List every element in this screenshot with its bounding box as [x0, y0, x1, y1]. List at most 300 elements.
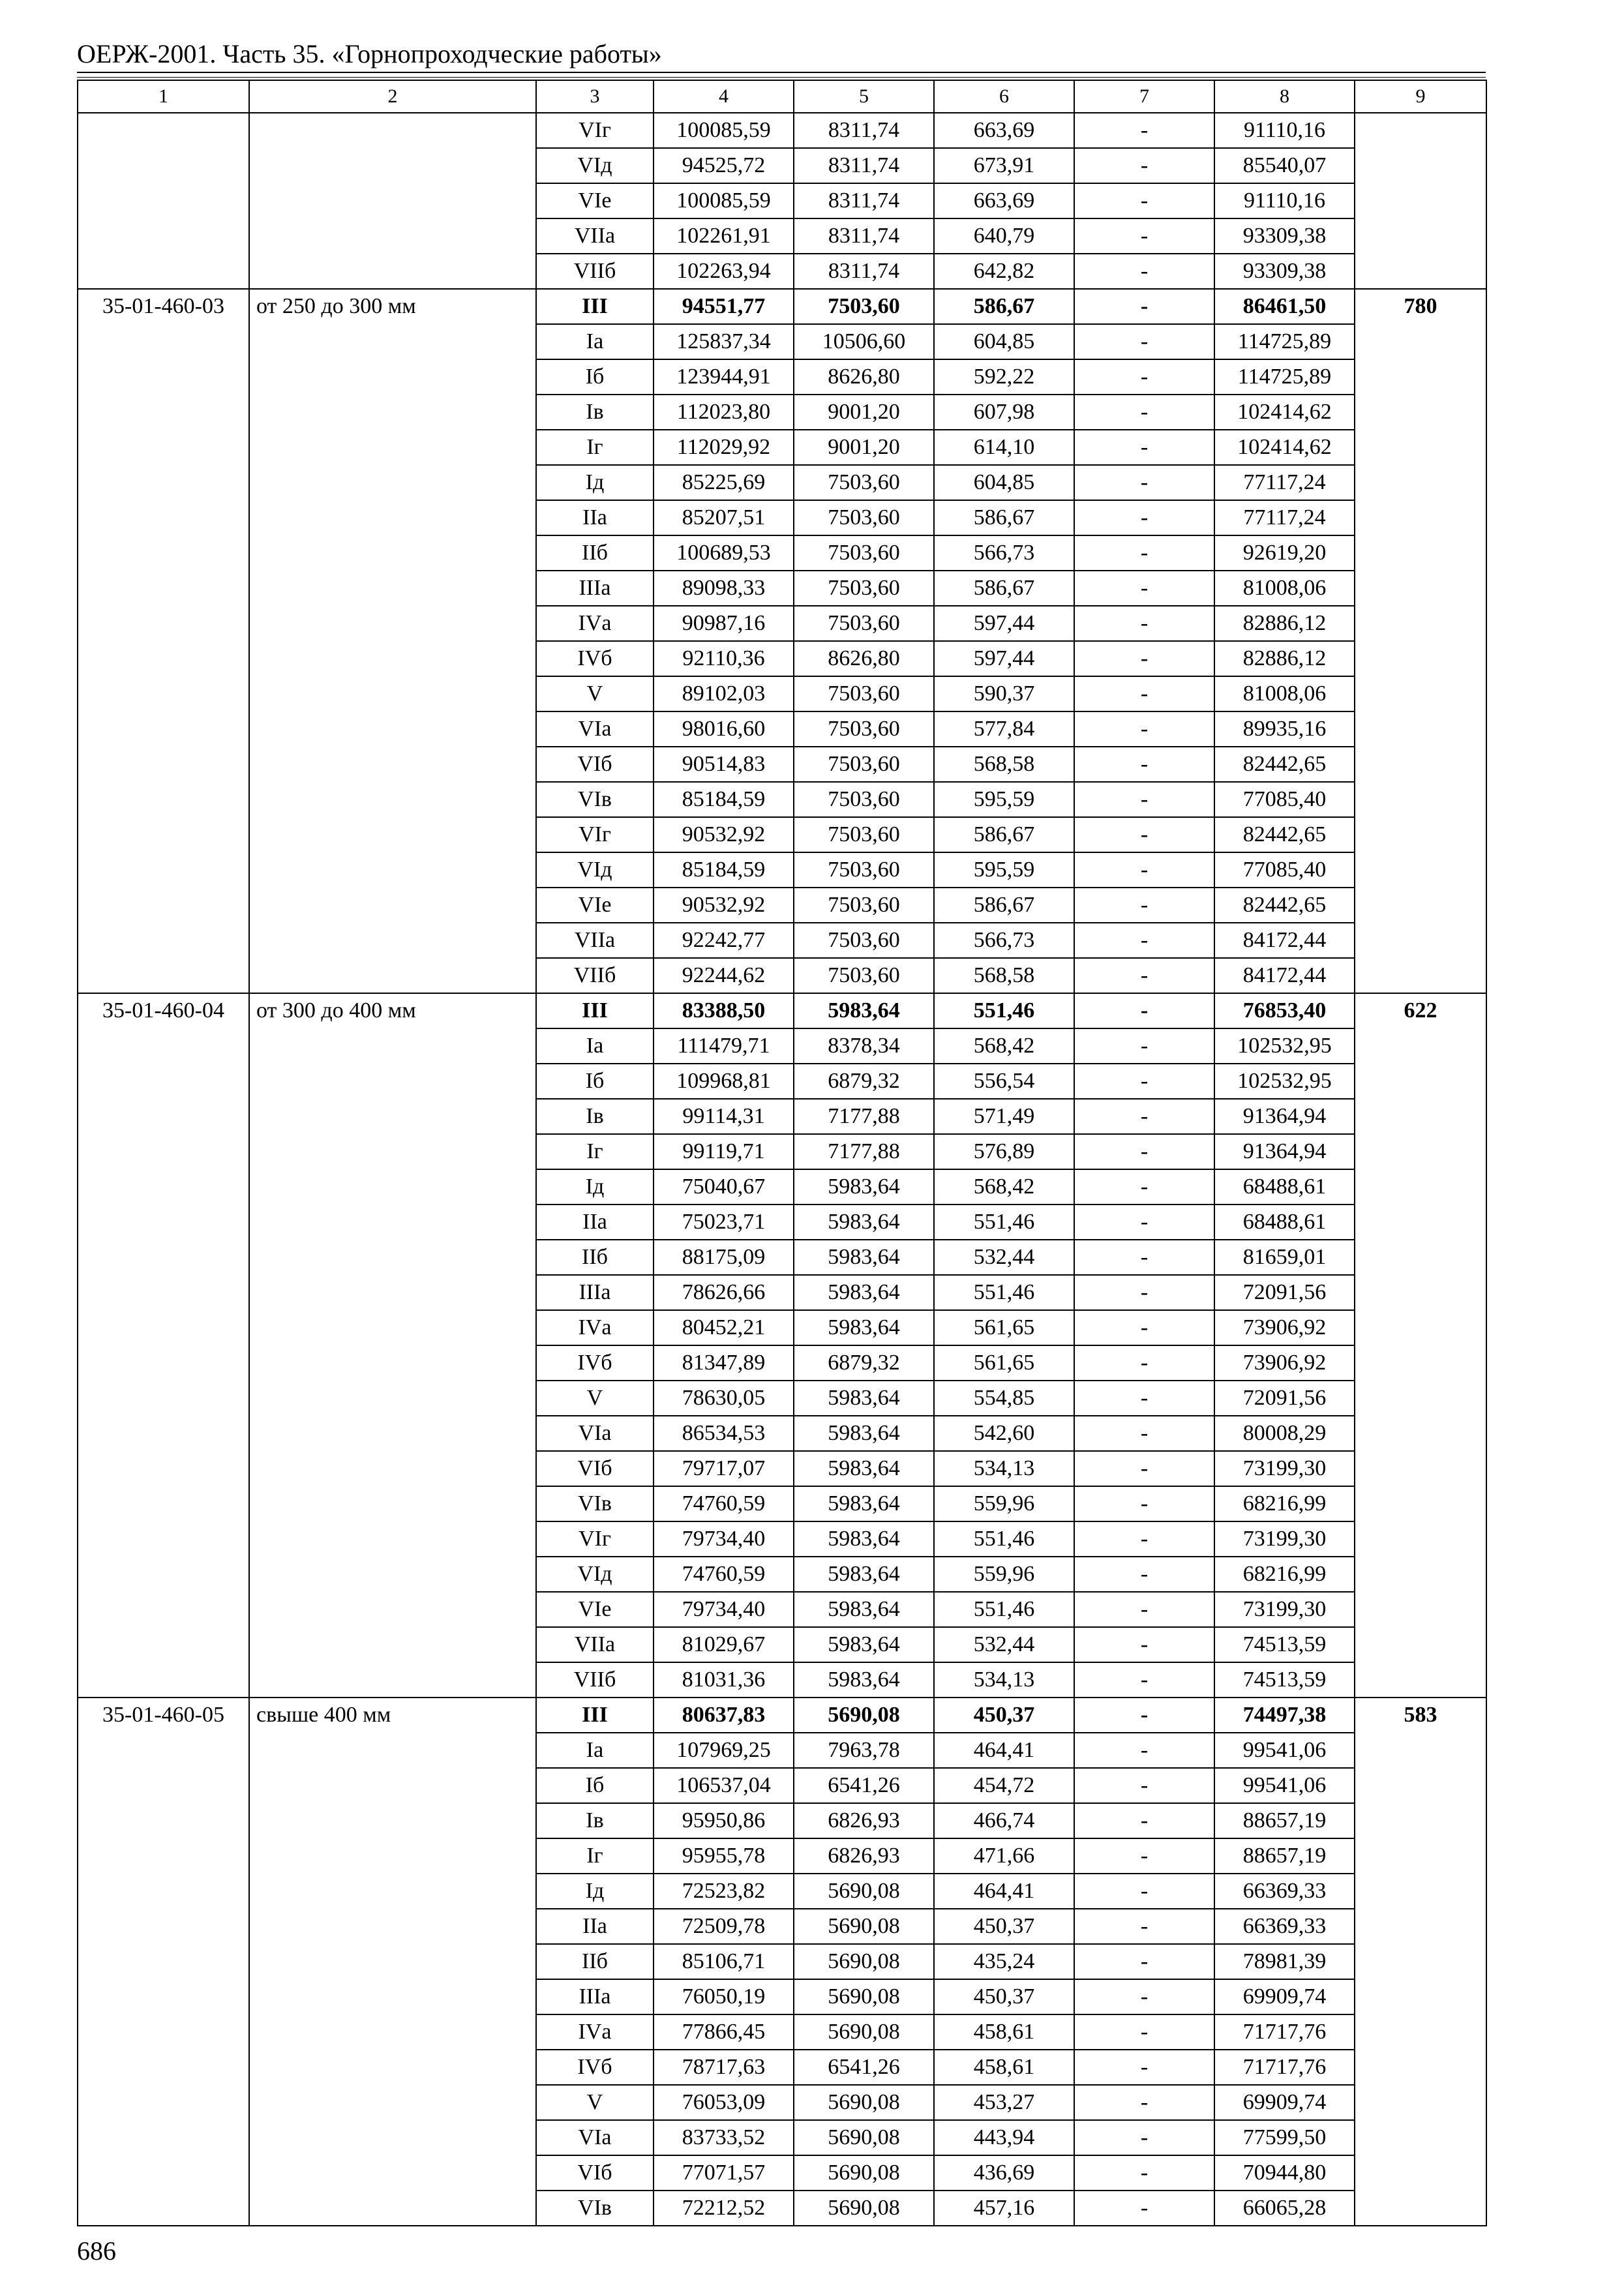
- value-cell: 89098,33: [654, 571, 794, 606]
- value-cell: 586,67: [934, 888, 1074, 923]
- value-cell: 79734,40: [654, 1592, 794, 1627]
- value-cell: 81659,01: [1214, 1240, 1355, 1275]
- value-cell: 102532,95: [1214, 1064, 1355, 1099]
- value-cell: 453,27: [934, 2085, 1074, 2120]
- value-cell: 5983,64: [794, 1557, 934, 1592]
- value-cell: -: [1074, 1768, 1214, 1803]
- region-cell: Iа: [536, 1733, 654, 1768]
- value-cell: 450,37: [934, 1979, 1074, 2014]
- column-header: 7: [1074, 80, 1214, 113]
- region-cell: VIIб: [536, 958, 654, 993]
- value-cell: 102532,95: [1214, 1028, 1355, 1064]
- value-cell: -: [1074, 254, 1214, 289]
- region-cell: Iа: [536, 324, 654, 359]
- value-cell: -: [1074, 923, 1214, 958]
- value-cell: 568,58: [934, 958, 1074, 993]
- value-cell: -: [1074, 289, 1214, 324]
- value-cell: -: [1074, 852, 1214, 888]
- value-cell: -: [1074, 606, 1214, 641]
- value-cell: 88175,09: [654, 1240, 794, 1275]
- value-cell: -: [1074, 1416, 1214, 1451]
- value-cell: 70944,80: [1214, 2155, 1355, 2191]
- value-cell: 73906,92: [1214, 1310, 1355, 1345]
- region-cell: Iг: [536, 1134, 654, 1169]
- value-cell: 89102,03: [654, 676, 794, 711]
- value-cell: 90514,83: [654, 747, 794, 782]
- value-cell: 83733,52: [654, 2120, 794, 2155]
- rate-code-cell: 35-01-460-03: [78, 289, 249, 993]
- region-cell: IIIа: [536, 1979, 654, 2014]
- value-cell: 551,46: [934, 1592, 1074, 1627]
- value-cell: 107969,25: [654, 1733, 794, 1768]
- value-cell: -: [1074, 1204, 1214, 1240]
- region-cell: III: [536, 993, 654, 1028]
- value-cell: -: [1074, 571, 1214, 606]
- value-cell: -: [1074, 1627, 1214, 1662]
- value-cell: 86461,50: [1214, 289, 1355, 324]
- value-cell: 78981,39: [1214, 1944, 1355, 1979]
- value-cell: 551,46: [934, 1204, 1074, 1240]
- region-cell: IVа: [536, 606, 654, 641]
- value-cell: 99119,71: [654, 1134, 794, 1169]
- region-cell: IIб: [536, 1944, 654, 1979]
- value-cell: -: [1074, 324, 1214, 359]
- value-cell: 464,41: [934, 1874, 1074, 1909]
- value-cell: 568,42: [934, 1169, 1074, 1204]
- value-cell: 8626,80: [794, 359, 934, 395]
- region-cell: IIа: [536, 1204, 654, 1240]
- region-cell: Iб: [536, 1064, 654, 1099]
- value-cell: 10506,60: [794, 324, 934, 359]
- value-cell: 5690,08: [794, 2085, 934, 2120]
- column-9-cell: 622: [1355, 993, 1486, 1698]
- value-cell: -: [1074, 1838, 1214, 1874]
- value-cell: 5983,64: [794, 1240, 934, 1275]
- value-cell: 81347,89: [654, 1345, 794, 1381]
- region-cell: V: [536, 1381, 654, 1416]
- region-cell: IIIа: [536, 571, 654, 606]
- region-cell: VIг: [536, 817, 654, 852]
- region-cell: VIIб: [536, 1662, 654, 1698]
- value-cell: 597,44: [934, 606, 1074, 641]
- value-cell: 114725,89: [1214, 324, 1355, 359]
- value-cell: 5983,64: [794, 1451, 934, 1486]
- value-cell: 466,74: [934, 1803, 1074, 1838]
- value-cell: 88657,19: [1214, 1838, 1355, 1874]
- value-cell: 76853,40: [1214, 993, 1355, 1028]
- value-cell: 443,94: [934, 2120, 1074, 2155]
- value-cell: 642,82: [934, 254, 1074, 289]
- value-cell: 5983,64: [794, 1275, 934, 1310]
- value-cell: 77085,40: [1214, 782, 1355, 817]
- value-cell: 72091,56: [1214, 1381, 1355, 1416]
- value-cell: 84172,44: [1214, 923, 1355, 958]
- value-cell: 125837,34: [654, 324, 794, 359]
- value-cell: 586,67: [934, 817, 1074, 852]
- value-cell: 457,16: [934, 2191, 1074, 2226]
- value-cell: 7503,60: [794, 888, 934, 923]
- table-row: [78, 1698, 1486, 1733]
- value-cell: 561,65: [934, 1310, 1074, 1345]
- value-cell: -: [1074, 500, 1214, 535]
- value-cell: 9001,20: [794, 430, 934, 465]
- value-cell: -: [1074, 535, 1214, 571]
- value-cell: 68216,99: [1214, 1486, 1355, 1521]
- value-cell: -: [1074, 1240, 1214, 1275]
- value-cell: 80008,29: [1214, 1416, 1355, 1451]
- value-cell: -: [1074, 2014, 1214, 2050]
- value-cell: 7503,60: [794, 465, 934, 500]
- value-cell: 458,61: [934, 2050, 1074, 2085]
- value-cell: 78626,66: [654, 1275, 794, 1310]
- value-cell: 5690,08: [794, 1874, 934, 1909]
- value-cell: -: [1074, 1134, 1214, 1169]
- value-cell: 5983,64: [794, 1521, 934, 1557]
- region-cell: IVа: [536, 2014, 654, 2050]
- rate-description-cell: от 250 до 300 мм: [249, 289, 536, 993]
- value-cell: 5690,08: [794, 2155, 934, 2191]
- value-cell: 91364,94: [1214, 1134, 1355, 1169]
- value-cell: 71717,76: [1214, 2014, 1355, 2050]
- value-cell: 8311,74: [794, 218, 934, 254]
- value-cell: 7503,60: [794, 535, 934, 571]
- value-cell: 69909,74: [1214, 2085, 1355, 2120]
- value-cell: 5983,64: [794, 1592, 934, 1627]
- value-cell: 450,37: [934, 1698, 1074, 1733]
- value-cell: -: [1074, 1979, 1214, 2014]
- value-cell: 566,73: [934, 535, 1074, 571]
- value-cell: -: [1074, 1345, 1214, 1381]
- value-cell: 94551,77: [654, 289, 794, 324]
- value-cell: 81031,36: [654, 1662, 794, 1698]
- value-cell: -: [1074, 817, 1214, 852]
- value-cell: 76050,19: [654, 1979, 794, 2014]
- value-cell: 77117,24: [1214, 500, 1355, 535]
- value-cell: 72212,52: [654, 2191, 794, 2226]
- value-cell: 6541,26: [794, 2050, 934, 2085]
- region-cell: VIб: [536, 747, 654, 782]
- rate-description-cell: от 300 до 400 мм: [249, 993, 536, 1698]
- value-cell: 91110,16: [1214, 113, 1355, 148]
- value-cell: 673,91: [934, 148, 1074, 183]
- value-cell: 568,42: [934, 1028, 1074, 1064]
- value-cell: -: [1074, 1310, 1214, 1345]
- value-cell: -: [1074, 218, 1214, 254]
- value-cell: -: [1074, 395, 1214, 430]
- value-cell: 77866,45: [654, 2014, 794, 2050]
- value-cell: -: [1074, 1944, 1214, 1979]
- value-cell: 8311,74: [794, 254, 934, 289]
- value-cell: 5690,08: [794, 1944, 934, 1979]
- value-cell: 534,13: [934, 1451, 1074, 1486]
- column-number-row: [78, 80, 1486, 113]
- value-cell: -: [1074, 782, 1214, 817]
- value-cell: 85207,51: [654, 500, 794, 535]
- rates-table-body: [78, 80, 1486, 2226]
- value-cell: 8311,74: [794, 183, 934, 218]
- value-cell: 78717,63: [654, 2050, 794, 2085]
- value-cell: 471,66: [934, 1838, 1074, 1874]
- value-cell: 8311,74: [794, 148, 934, 183]
- column-header: 3: [536, 80, 654, 113]
- value-cell: 571,49: [934, 1099, 1074, 1134]
- value-cell: 95950,86: [654, 1803, 794, 1838]
- region-cell: V: [536, 2085, 654, 2120]
- region-cell: VIб: [536, 1451, 654, 1486]
- value-cell: 79717,07: [654, 1451, 794, 1486]
- region-cell: VIд: [536, 148, 654, 183]
- region-cell: VIг: [536, 1521, 654, 1557]
- region-cell: VIIб: [536, 254, 654, 289]
- value-cell: 551,46: [934, 993, 1074, 1028]
- value-cell: 82442,65: [1214, 747, 1355, 782]
- region-cell: Iб: [536, 1768, 654, 1803]
- value-cell: 7503,60: [794, 289, 934, 324]
- value-cell: -: [1074, 1557, 1214, 1592]
- value-cell: -: [1074, 183, 1214, 218]
- value-cell: 82886,12: [1214, 606, 1355, 641]
- value-cell: 435,24: [934, 1944, 1074, 1979]
- value-cell: 72509,78: [654, 1909, 794, 1944]
- value-cell: 99114,31: [654, 1099, 794, 1134]
- value-cell: 7503,60: [794, 606, 934, 641]
- region-cell: III: [536, 1698, 654, 1733]
- region-cell: IVб: [536, 2050, 654, 2085]
- value-cell: 5690,08: [794, 1979, 934, 2014]
- value-cell: 74760,59: [654, 1557, 794, 1592]
- region-cell: IIб: [536, 1240, 654, 1275]
- value-cell: 8311,74: [794, 113, 934, 148]
- value-cell: 7177,88: [794, 1134, 934, 1169]
- region-cell: IIIа: [536, 1275, 654, 1310]
- value-cell: 554,85: [934, 1381, 1074, 1416]
- value-cell: 5983,64: [794, 1169, 934, 1204]
- value-cell: 464,41: [934, 1733, 1074, 1768]
- value-cell: 75023,71: [654, 1204, 794, 1240]
- value-cell: 595,59: [934, 782, 1074, 817]
- value-cell: -: [1074, 1698, 1214, 1733]
- value-cell: 93309,38: [1214, 218, 1355, 254]
- value-cell: 450,37: [934, 1909, 1074, 1944]
- value-cell: -: [1074, 465, 1214, 500]
- region-cell: VIв: [536, 1486, 654, 1521]
- rate-code-cell: [78, 113, 249, 289]
- value-cell: -: [1074, 1451, 1214, 1486]
- value-cell: 663,69: [934, 183, 1074, 218]
- value-cell: 592,22: [934, 359, 1074, 395]
- region-cell: VIа: [536, 2120, 654, 2155]
- table-row: [78, 993, 1486, 1028]
- column-header: 6: [934, 80, 1074, 113]
- value-cell: -: [1074, 958, 1214, 993]
- value-cell: -: [1074, 1521, 1214, 1557]
- region-cell: VIа: [536, 711, 654, 747]
- value-cell: 85540,07: [1214, 148, 1355, 183]
- value-cell: 92244,62: [654, 958, 794, 993]
- value-cell: 6826,93: [794, 1803, 934, 1838]
- value-cell: 95955,78: [654, 1838, 794, 1874]
- value-cell: 79734,40: [654, 1521, 794, 1557]
- value-cell: 597,44: [934, 641, 1074, 676]
- page-header: ОЕРЖ-2001. Часть 35. «Горнопроходческие работы»: [77, 39, 662, 68]
- region-cell: IVб: [536, 1345, 654, 1381]
- value-cell: 5983,64: [794, 1627, 934, 1662]
- value-cell: 566,73: [934, 923, 1074, 958]
- region-cell: VIг: [536, 113, 654, 148]
- region-cell: VIв: [536, 782, 654, 817]
- value-cell: -: [1074, 1064, 1214, 1099]
- value-cell: 75040,67: [654, 1169, 794, 1204]
- region-cell: IVа: [536, 1310, 654, 1345]
- value-cell: 82442,65: [1214, 888, 1355, 923]
- region-cell: VIIа: [536, 923, 654, 958]
- value-cell: 68216,99: [1214, 1557, 1355, 1592]
- value-cell: 5690,08: [794, 1909, 934, 1944]
- value-cell: 92242,77: [654, 923, 794, 958]
- region-cell: IIа: [536, 500, 654, 535]
- value-cell: 80637,83: [654, 1698, 794, 1733]
- value-cell: 7963,78: [794, 1733, 934, 1768]
- value-cell: -: [1074, 1592, 1214, 1627]
- value-cell: 7503,60: [794, 782, 934, 817]
- value-cell: 89935,16: [1214, 711, 1355, 747]
- value-cell: 102414,62: [1214, 430, 1355, 465]
- value-cell: 84172,44: [1214, 958, 1355, 993]
- value-cell: 577,84: [934, 711, 1074, 747]
- value-cell: 85106,71: [654, 1944, 794, 1979]
- value-cell: 76053,09: [654, 2085, 794, 2120]
- region-cell: Iд: [536, 465, 654, 500]
- value-cell: -: [1074, 359, 1214, 395]
- value-cell: 5983,64: [794, 1662, 934, 1698]
- value-cell: 458,61: [934, 2014, 1074, 2050]
- region-cell: VIе: [536, 888, 654, 923]
- column-header: 2: [249, 80, 536, 113]
- value-cell: -: [1074, 2085, 1214, 2120]
- value-cell: 640,79: [934, 218, 1074, 254]
- value-cell: 5983,64: [794, 1204, 934, 1240]
- value-cell: -: [1074, 1486, 1214, 1521]
- value-cell: 7503,60: [794, 958, 934, 993]
- value-cell: 604,85: [934, 465, 1074, 500]
- value-cell: 73199,30: [1214, 1451, 1355, 1486]
- region-cell: VIб: [536, 2155, 654, 2191]
- value-cell: 100085,59: [654, 113, 794, 148]
- value-cell: 532,44: [934, 1240, 1074, 1275]
- region-cell: VIв: [536, 2191, 654, 2226]
- value-cell: 73199,30: [1214, 1521, 1355, 1557]
- value-cell: 85184,59: [654, 852, 794, 888]
- column-9-cell: 780: [1355, 289, 1486, 993]
- value-cell: 454,72: [934, 1768, 1074, 1803]
- value-cell: 92110,36: [654, 641, 794, 676]
- column-header: 5: [794, 80, 934, 113]
- value-cell: 604,85: [934, 324, 1074, 359]
- value-cell: 114725,89: [1214, 359, 1355, 395]
- value-cell: 98016,60: [654, 711, 794, 747]
- header-rule-thin: [77, 77, 1486, 78]
- column-header: 9: [1355, 80, 1486, 113]
- value-cell: 77599,50: [1214, 2120, 1355, 2155]
- value-cell: 73906,92: [1214, 1345, 1355, 1381]
- column-header: 8: [1214, 80, 1355, 113]
- value-cell: 81029,67: [654, 1627, 794, 1662]
- value-cell: -: [1074, 1733, 1214, 1768]
- value-cell: -: [1074, 1874, 1214, 1909]
- region-cell: V: [536, 676, 654, 711]
- value-cell: 92619,20: [1214, 535, 1355, 571]
- value-cell: 8378,34: [794, 1028, 934, 1064]
- value-cell: 106537,04: [654, 1768, 794, 1803]
- value-cell: 5983,64: [794, 993, 934, 1028]
- value-cell: 82886,12: [1214, 641, 1355, 676]
- value-cell: 7177,88: [794, 1099, 934, 1134]
- region-cell: VIIа: [536, 1627, 654, 1662]
- value-cell: 576,89: [934, 1134, 1074, 1169]
- value-cell: 112023,80: [654, 395, 794, 430]
- value-cell: 559,96: [934, 1557, 1074, 1592]
- value-cell: -: [1074, 676, 1214, 711]
- value-cell: -: [1074, 1099, 1214, 1134]
- value-cell: 74513,59: [1214, 1662, 1355, 1698]
- region-cell: VIIа: [536, 218, 654, 254]
- value-cell: 68488,61: [1214, 1204, 1355, 1240]
- value-cell: -: [1074, 2120, 1214, 2155]
- value-cell: 86534,53: [654, 1416, 794, 1451]
- value-cell: 586,67: [934, 500, 1074, 535]
- rate-code-cell: 35-01-460-05: [78, 1698, 249, 2226]
- page-number: 686: [77, 2236, 116, 2266]
- value-cell: 7503,60: [794, 817, 934, 852]
- value-cell: 7503,60: [794, 711, 934, 747]
- value-cell: 607,98: [934, 395, 1074, 430]
- value-cell: -: [1074, 2155, 1214, 2191]
- value-cell: 5983,64: [794, 1416, 934, 1451]
- value-cell: -: [1074, 888, 1214, 923]
- value-cell: -: [1074, 747, 1214, 782]
- value-cell: 85225,69: [654, 465, 794, 500]
- value-cell: 71717,76: [1214, 2050, 1355, 2085]
- value-cell: 83388,50: [654, 993, 794, 1028]
- value-cell: 7503,60: [794, 852, 934, 888]
- value-cell: 123944,91: [654, 359, 794, 395]
- value-cell: -: [1074, 1169, 1214, 1204]
- value-cell: 5983,64: [794, 1486, 934, 1521]
- value-cell: 85184,59: [654, 782, 794, 817]
- region-cell: VIе: [536, 183, 654, 218]
- value-cell: 5690,08: [794, 2191, 934, 2226]
- region-cell: IIа: [536, 1909, 654, 1944]
- region-cell: VIа: [536, 1416, 654, 1451]
- rate-description-cell: свыше 400 мм: [249, 1698, 536, 2226]
- value-cell: 91364,94: [1214, 1099, 1355, 1134]
- value-cell: 663,69: [934, 113, 1074, 148]
- value-cell: 74760,59: [654, 1486, 794, 1521]
- region-cell: Iв: [536, 1803, 654, 1838]
- region-cell: Iв: [536, 395, 654, 430]
- value-cell: 66369,33: [1214, 1874, 1355, 1909]
- value-cell: 66369,33: [1214, 1909, 1355, 1944]
- value-cell: 6826,93: [794, 1838, 934, 1874]
- region-cell: III: [536, 289, 654, 324]
- value-cell: 100085,59: [654, 183, 794, 218]
- value-cell: 6541,26: [794, 1768, 934, 1803]
- value-cell: 559,96: [934, 1486, 1074, 1521]
- value-cell: 5690,08: [794, 2014, 934, 2050]
- value-cell: 112029,92: [654, 430, 794, 465]
- value-cell: 99541,06: [1214, 1733, 1355, 1768]
- value-cell: 66065,28: [1214, 2191, 1355, 2226]
